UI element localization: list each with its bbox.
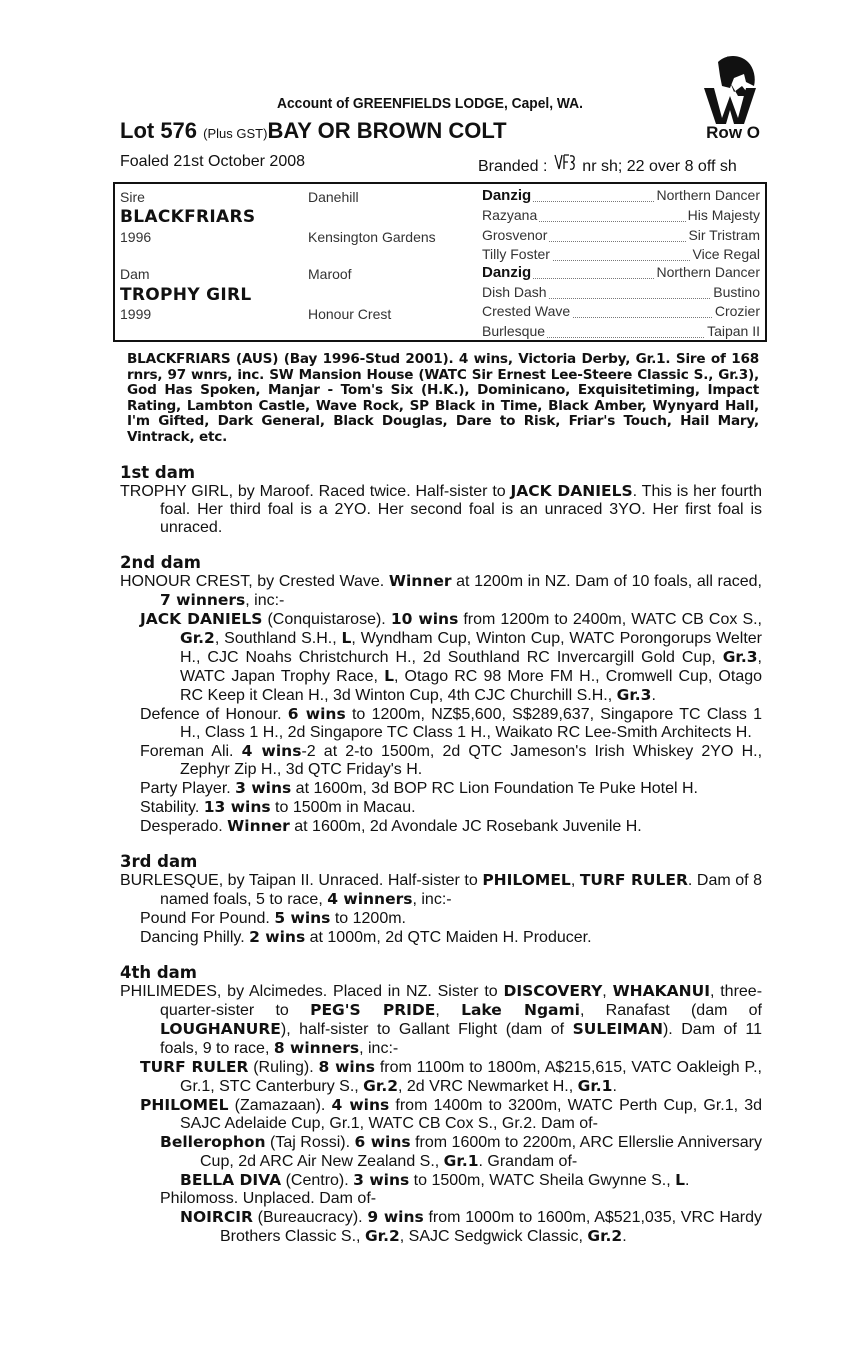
bold-text: L: [384, 667, 394, 685]
bold-text: 4 wins: [331, 1096, 390, 1114]
grandparent-sire: His Majesty: [687, 207, 760, 223]
dam-section: [120, 964, 762, 1246]
grandparent-sire: Bustino: [713, 284, 760, 300]
bold-text: PHILOMEL: [482, 871, 571, 889]
grandparent-name: Dish Dash: [482, 284, 547, 300]
entry-text: . This is her fourth foal. Her third foal is a 2YO. Her second foal is an unraced 3YO. Her first foal is unraced.: [160, 483, 762, 536]
bold-text: Gr.2: [587, 1227, 623, 1245]
horse-head-w-logo-icon: [700, 52, 760, 124]
section-heading: 4th dam: [120, 963, 197, 982]
branded-label: Branded :: [478, 158, 548, 175]
bold-text: 3 wins: [235, 779, 292, 797]
grandparent-name: Danzig: [482, 264, 532, 281]
entry-text: (Ruling).: [248, 1059, 319, 1076]
bold-text: JACK DANIELS: [140, 610, 263, 628]
bold-text: Bellerophon: [160, 1133, 266, 1151]
entry-text: ,: [435, 1002, 462, 1019]
entry-text: .: [651, 687, 656, 704]
entry-text: Pound For Pound.: [140, 910, 275, 927]
sire-summary: BLACKFRIARS (AUS) (Bay 1996-Stud 2001). 4 wins, Victoria Derby, Gr.1. Sire of 168 rnrs, 97 wnrs, inc. SW Mansion House (WATC Sir Ernest Lee-Steere Classic S., Gr.3), God Has Spoken, Manjar - Tom's Six (H.K.), Dominicano, Exquisitetiming, Impact Rating, Lambton Castle, Wave Rock, SP Black in Time, Black Amber, Wynyard Hall, I'm Gifted, Dark General, Black Douglas, Dare to Risk, Friar's Touch, Hail Mary, Vintrack, etc.: [127, 351, 759, 445]
bold-text: Gr.1: [443, 1152, 479, 1170]
entry-text: from 1100m to 1800m, A$215,615, VATC Oakleigh P., Gr.1, STC Canterbury S.,: [180, 1059, 762, 1095]
brand-mark-icon: [554, 153, 576, 173]
entry-text: , inc:-: [412, 891, 452, 908]
grandparent-sire: Taipan II: [707, 323, 760, 339]
grandparent-row: [482, 264, 760, 283]
dam-section: [120, 464, 762, 537]
dam-section: [120, 554, 762, 836]
entry-text: ,: [602, 983, 613, 1000]
dam-name: TROPHY GIRL: [120, 285, 252, 305]
entry-text: to 1500m, WATC Sheila Gwynne S.,: [409, 1172, 676, 1189]
section-heading: 1st dam: [120, 463, 196, 482]
entry-text: , three-quarter-sister to: [160, 983, 763, 1019]
pedigree-entry: [120, 871, 762, 909]
entry-text: Dancing Philly.: [140, 929, 250, 946]
pedigree-entry: [120, 572, 762, 610]
entry-text: , Wyndham Cup, Winton Cup, WATC Porongorups Welter H., CJC Noahs Christchurch H., 2d Southland RC Invercargill Gold Cup,: [180, 630, 762, 666]
pedigree-entry: [120, 705, 762, 742]
bold-text: Gr.2: [363, 1077, 399, 1095]
pedigree-entry: [120, 1190, 762, 1208]
entry-text: Foreman Ali.: [140, 743, 242, 760]
bold-text: 5 wins: [274, 909, 331, 927]
sire-label: Sire: [120, 189, 145, 205]
entry-text: , Ranafast (dam of: [580, 1002, 763, 1019]
bold-text: 10 wins: [390, 610, 459, 628]
bold-text: WHAKANUI: [612, 982, 710, 1000]
entry-text: from 1400m to 3200m, WATC Perth Cup, Gr.1, 3d SAJC Adelaide Cup, Gr.1, WATC CB Cox S., Gr.2. Dam of-: [180, 1097, 762, 1132]
dam-year: 1999: [120, 306, 152, 322]
grandparent-name: Burlesque: [482, 323, 546, 339]
pedigree-entry: [120, 1171, 762, 1190]
bold-text: LOUGHANURE: [160, 1020, 281, 1038]
pedigree-entry: [120, 1133, 762, 1171]
entry-text: -2 at 2-to 1500m, 2d QTC Jameson's Irish Whiskey 2YO H., Zephyr Zip H., 3d QTC Friday's H.: [180, 743, 763, 778]
entry-text: , Southland S.H.,: [214, 630, 342, 647]
bold-text: DISCOVERY: [503, 982, 603, 1000]
pedigree-entry: [120, 928, 762, 947]
grandparent-row: [482, 284, 760, 303]
grandparent-row: [482, 246, 760, 265]
grandparent-sire: Northern Dancer: [656, 264, 760, 280]
sire-year: 1996: [120, 229, 152, 245]
entry-text: , inc:-: [245, 592, 285, 609]
sire-dam: Kensington Gardens: [308, 229, 436, 245]
bold-text: 6 wins: [287, 705, 346, 723]
pedigree-entry: [120, 482, 762, 537]
entry-text: Desperado.: [140, 818, 228, 835]
row-label: Row O: [706, 123, 760, 142]
pedigree-entry: [120, 1096, 762, 1133]
bold-text: 7 winners: [160, 591, 246, 609]
branded-marks: nr sh; 22 over 8 off sh: [582, 158, 737, 175]
grandparent-name: Danzig: [482, 187, 532, 204]
entry-text: ,: [570, 872, 580, 889]
bold-text: NOIRCIR: [180, 1208, 253, 1226]
dam-sire: Maroof: [308, 266, 352, 282]
bold-text: Gr.3: [616, 686, 652, 704]
bold-text: BELLA DIVA: [180, 1171, 282, 1189]
entry-text: . Dam of 8 named foals, 5 to race,: [160, 872, 763, 908]
entry-text: at 1600m, 2d Avondale JC Rosebank Juvenile H.: [289, 818, 642, 835]
bold-text: 4 winners: [327, 890, 413, 908]
bold-text: SULEIMAN: [572, 1020, 663, 1038]
pedigree-entry: [120, 909, 762, 928]
entry-text: , SAJC Sedgwick Classic,: [399, 1228, 588, 1245]
bold-text: 6 wins: [354, 1133, 411, 1151]
entry-text: (Conquistarose).: [262, 611, 391, 628]
dam-label: Dam: [120, 266, 150, 282]
entry-text: HONOUR CREST, by Crested Wave.: [120, 573, 389, 590]
entry-text: ), half-sister to Gallant Flight (dam of: [280, 1021, 573, 1038]
bold-text: TURF RULER: [140, 1058, 249, 1076]
entry-text: , inc:-: [359, 1040, 399, 1057]
section-heading: 3rd dam: [120, 852, 198, 871]
grandparent-name: Razyana: [482, 207, 538, 223]
grandparent-sire: Northern Dancer: [656, 187, 760, 203]
gst-note: (Plus GST): [203, 126, 268, 141]
entry-text: to 1500m in Macau.: [270, 799, 416, 816]
bold-text: Gr.2: [180, 629, 215, 647]
sire-sire: Danehill: [308, 189, 359, 205]
entry-text: .: [685, 1172, 690, 1189]
pedigree-entry: [120, 610, 762, 705]
entry-text: BURLESQUE, by Taipan II. Unraced. Half-sister to: [120, 872, 483, 889]
grandparent-name: Grosvenor: [482, 227, 548, 243]
entry-text: .: [612, 1078, 617, 1095]
bold-text: L: [341, 629, 352, 647]
bold-text: Lake Ngami: [461, 1001, 580, 1019]
pedigree-entry: [120, 742, 762, 779]
entry-text: , 2d VRC Newmarket H.,: [398, 1078, 578, 1095]
section-heading: 2nd dam: [120, 553, 201, 572]
vendor-account: Account of GREENFIELDS LODGE, Capel, WA.: [277, 95, 583, 112]
branded-info: [478, 153, 737, 176]
lot-number: Lot 576: [120, 118, 198, 143]
horse-description: BAY OR BROWN COLT: [267, 118, 507, 143]
pedigree-entry: [120, 1208, 762, 1246]
dam-sections: [120, 464, 762, 1263]
entry-text: (Centro).: [281, 1172, 354, 1189]
entry-text: Stability.: [140, 799, 204, 816]
grandparent-name: Crested Wave: [482, 303, 571, 319]
grandparent-row: [482, 187, 760, 206]
entry-text: to 1200m.: [330, 910, 406, 927]
pedigree-entry: [120, 779, 762, 798]
bold-text: JACK DANIELS: [510, 482, 633, 500]
entry-text: (Zamazaan).: [228, 1097, 332, 1114]
sire-name: BLACKFRIARS: [120, 207, 256, 227]
entry-text: TROPHY GIRL, by Maroof. Raced twice. Half-sister to: [120, 483, 511, 500]
bold-text: 3 wins: [353, 1171, 410, 1189]
entry-text: from 1200m to 2400m, WATC CB Cox S.,: [458, 611, 763, 628]
entry-text: Party Player.: [140, 780, 236, 797]
grandparent-name: Tilly Foster: [482, 246, 550, 262]
entry-text: from 1000m to 1600m, A$521,035, VRC Hardy Brothers Classic S.,: [220, 1209, 763, 1245]
entry-text: , WATC Japan Trophy Race,: [180, 649, 762, 685]
bold-text: PHILOMEL: [140, 1096, 229, 1114]
entry-text: at 1200m in NZ. Dam of 10 foals, all raced,: [451, 573, 762, 590]
entry-text: (Bureaucracy).: [252, 1209, 368, 1226]
bold-text: 2 wins: [249, 928, 306, 946]
pedigree-entry: [120, 1058, 762, 1096]
entry-text: from 1600m to 2200m, ARC Ellerslie Anniversary Cup, 2d ARC Air New Zealand S.,: [200, 1134, 762, 1170]
entry-text: (Taj Rossi).: [265, 1134, 355, 1151]
entry-text: .: [622, 1228, 627, 1245]
entry-text: Philomoss. Unplaced. Dam of-: [160, 1190, 377, 1207]
entry-text: Defence of Honour.: [140, 706, 288, 723]
bold-text: 4 wins: [241, 742, 302, 760]
grandparent-sire: Crozier: [714, 303, 760, 319]
grandparent-sire: Vice Regal: [692, 246, 760, 262]
foaled-date: Foaled 21st October 2008: [120, 153, 306, 170]
grandparent-row: [482, 323, 760, 342]
bold-text: Gr.3: [722, 648, 758, 666]
grandparent-sire: Sir Tristram: [688, 227, 760, 243]
entry-text: to 1200m, NZ$5,600, S$289,637, Singapore TC Class 1 H., Class 1 H., 2d Singapore TC Class 1 H., Waikato RC Lee-Smith Architects H.: [180, 706, 762, 741]
entry-text: at 1000m, 2d QTC Maiden H. Producer.: [305, 929, 592, 946]
bold-text: Winner: [388, 572, 452, 590]
bold-text: Gr.2: [364, 1227, 400, 1245]
pedigree-entry: [120, 798, 762, 817]
pedigree-entry: [120, 817, 762, 836]
grandparent-row: [482, 303, 760, 322]
bold-text: Gr.1: [577, 1077, 613, 1095]
bold-text: 13 wins: [203, 798, 271, 816]
entry-text: . Grandam of-: [478, 1153, 578, 1170]
entry-text: ). Dam of 11 foals, 9 to race,: [160, 1021, 763, 1057]
entry-text: PHILIMEDES, by Alcimedes. Placed in NZ. Sister to: [120, 983, 504, 1000]
bold-text: Winner: [227, 817, 290, 835]
lot-title: [120, 118, 507, 144]
bold-text: L: [675, 1171, 685, 1189]
bold-text: 8 winners: [273, 1039, 360, 1057]
entry-text: , Otago RC 98 More FM H., Cromwell Cup, Otago RC Keep it Clean H., 3d Winton Cup, 4th CJC Churchill S.H.,: [180, 668, 763, 704]
pedigree-entry: [120, 982, 762, 1058]
bold-text: 9 wins: [367, 1208, 424, 1226]
grandparent-row: [482, 207, 760, 226]
bold-text: PEG'S PRIDE: [310, 1001, 436, 1019]
entry-text: at 1600m, 3d BOP RC Lion Foundation Te Puke Hotel H.: [291, 780, 698, 797]
lot-title-row: [120, 118, 762, 146]
grandparent-row: [482, 227, 760, 246]
pedigree-table: [113, 182, 767, 342]
bold-text: TURF RULER: [579, 871, 688, 889]
dam-dam: Honour Crest: [308, 306, 392, 322]
bold-text: 8 wins: [318, 1058, 375, 1076]
dam-section: [120, 853, 762, 947]
